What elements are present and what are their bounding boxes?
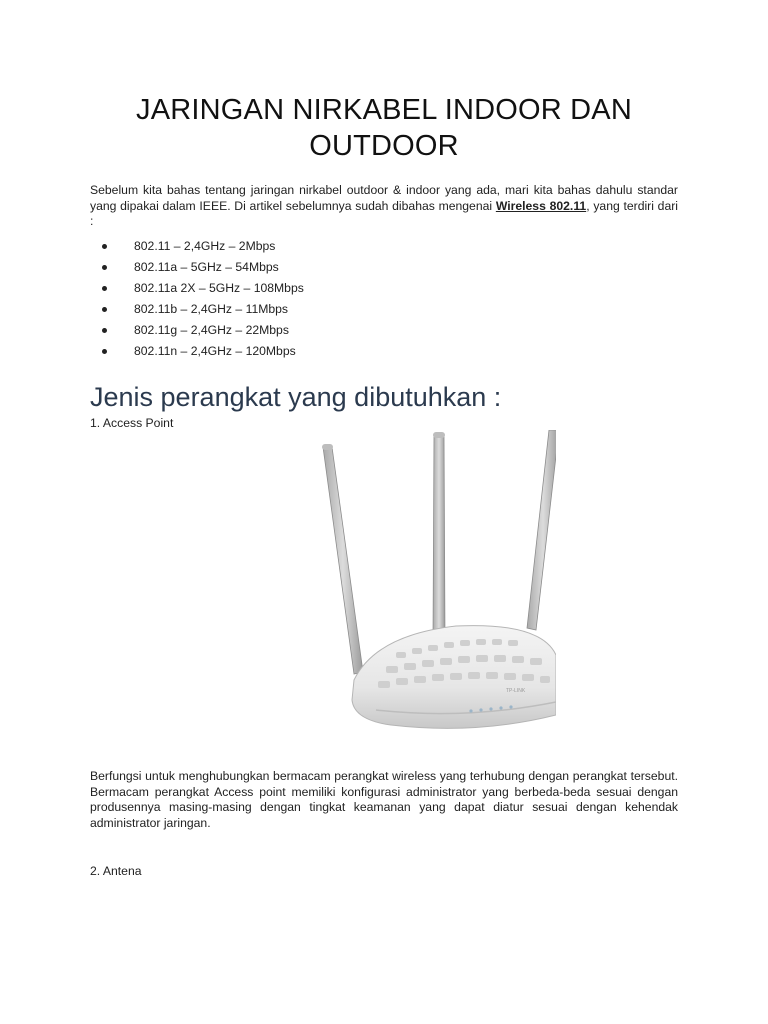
section-heading: Jenis perangkat yang dibutuhkan : <box>90 382 502 412</box>
access-point-router-icon <box>226 430 556 745</box>
item-label-access-point: 1. Access Point <box>90 416 174 430</box>
standard-text: 802.11b – 2,4GHz – 11Mbps <box>134 302 289 316</box>
intro-text: Sebelum kita bahas tentang jaringan nirkabel outdoor & indoor yang ada, mari kita bahas dahulu standar yang dipakai dalam IEEE. Di artikel sebelumnya sudah dibahas mengenai <box>90 183 678 213</box>
standard-text: 802.11a 2X – 5GHz – 108Mbps <box>134 281 304 295</box>
access-point-description: Berfungsi untuk menghubungkan bermacam perangkat wireless yang terhubung dengan perangkat tersebut. Bermacam perangkat Access point memiliki konfigurasi administrator yang berbeda-beda sesuai dengan produsennya masing-masing dengan tingkat keamanan yang dapat diatur sesuai dengan kehendak administrator jaringan. <box>90 769 678 830</box>
bullet-icon <box>102 307 107 312</box>
standard-text: 802.11g – 2,4GHz – 22Mbps <box>134 323 289 337</box>
standard-text: 802.11a – 5GHz – 54Mbps <box>134 260 279 274</box>
item-label-antena: 2. Antena <box>90 864 142 878</box>
bullet-icon <box>102 328 107 333</box>
device-brand-label: TP-LINK <box>506 688 526 694</box>
access-point-image <box>226 430 556 745</box>
bullet-icon <box>102 349 107 354</box>
list-item <box>90 299 304 320</box>
standards-list <box>90 236 304 362</box>
intro-paragraph <box>90 183 678 230</box>
bullet-icon <box>102 286 107 291</box>
bullet-icon <box>102 244 107 249</box>
bullet-icon <box>102 265 107 270</box>
list-item <box>90 341 304 362</box>
list-item <box>90 320 304 341</box>
intro-text-end: , yang terdiri dari : <box>90 198 678 228</box>
standard-text: 802.11n – 2,4GHz – 120Mbps <box>134 344 296 358</box>
wireless-802-11-link[interactable]: Wireless 802.11 <box>495 198 587 213</box>
page-title: JARINGAN NIRKABEL INDOOR DAN OUTDOOR <box>136 94 632 162</box>
list-item <box>90 236 304 257</box>
list-item <box>90 278 304 299</box>
standard-text: 802.11 – 2,4GHz – 2Mbps <box>134 239 276 253</box>
list-item <box>90 257 304 278</box>
